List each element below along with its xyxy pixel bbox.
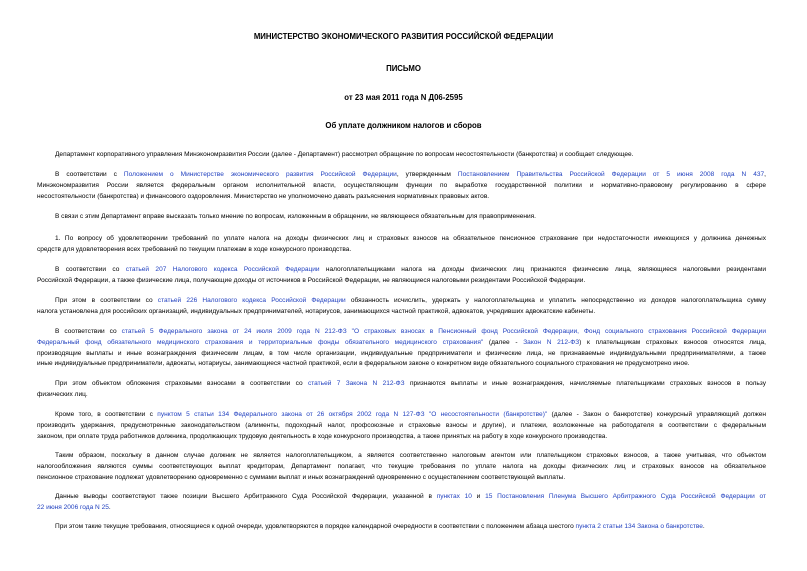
link-tax-code-article-226[interactable]: статьей 226 Налогового кодекса Российской Федерации bbox=[157, 297, 346, 304]
paragraph-4 bbox=[37, 234, 766, 256]
paragraph-text: При этом объектом обложения страховыми взносами в соответствии со bbox=[55, 380, 308, 387]
paragraph-text: , утвержденным bbox=[396, 171, 458, 178]
paragraph-12 bbox=[37, 522, 766, 533]
paragraph-10 bbox=[37, 451, 766, 483]
link-law-212-article-7[interactable]: статьей 7 Закона N 212-ФЗ bbox=[307, 380, 405, 387]
link-bankruptcy-law-article-134[interactable]: пунктом 5 статьи 134 Федерального закона от 26 октября 2002 года N 127-ФЗ "О несостоятельности (банкротстве)" bbox=[157, 411, 548, 418]
paragraph-text: При этом такие текущие требования, относящиеся к одной очереди, удовлетворяются в порядке календарной очередности в соответствии с положением абзаца шестого bbox=[55, 523, 576, 530]
paragraph-text: В соответствии со bbox=[55, 266, 126, 273]
ministry-heading: МИНИСТЕРСТВО ЭКОНОМИЧЕСКОГО РАЗВИТИЯ РОССИЙСКОЙ ФЕДЕРАЦИИ bbox=[253, 32, 554, 41]
paragraph-1 bbox=[37, 150, 766, 161]
paragraph-text: средств для удовлетворения всех требований по текущим платежам в ходе конкурсного производства. bbox=[37, 245, 352, 253]
paragraph-text: Данные выводы соответствуют также позиции Высшего Арбитражного Суда Российской Федерации, указанной в bbox=[55, 493, 437, 500]
paragraph-text: Департамент корпоративного управления Минэкономразвития России (далее - Департамент) рассмотрел обращение по вопросам несостоятельности (банкротства) и сообщает следующее. bbox=[55, 151, 634, 158]
paragraph-text: налогообложения являются суммы соответствующих выплат кредиторам, Департамент полагает, что текущие требования по уплате налога на доходы физических лиц и страховых взносов на обязательное bbox=[37, 462, 766, 470]
paragraph-text: . bbox=[108, 503, 111, 511]
paragraph-text: При этом в соответствии со bbox=[55, 297, 158, 304]
paragraph-2 bbox=[37, 170, 766, 202]
paragraph-text: Таким образом, поскольку в данном случае должник не является налогоплательщиком, а является соответственно налоговым агентом или плательщиком страховых взносов, а также учитывая, что объектом bbox=[55, 452, 766, 459]
paragraph-text: , bbox=[764, 171, 766, 178]
link-bankruptcy-law-article-134-point-2[interactable]: пункта 2 статьи 134 Закона о банкротстве bbox=[575, 523, 703, 530]
paragraph-text: В соответствии с bbox=[55, 171, 124, 178]
paragraph-text: В связи с этим Департамент вправе высказать только мнение по вопросам, изложенным в обращении, не являющееся обязательным для правоприменения. bbox=[55, 213, 536, 220]
link-regulation-ministry[interactable]: Положением о Министерстве экономического развития Российской Федерации bbox=[123, 171, 397, 178]
paragraph-text: 1. По вопросу об удовлетворении требований по уплате налога на доходы физических лиц и страховых взносов на обязательное пенсионное страхование при недостаточности имеющихся у должника денежных bbox=[55, 235, 766, 242]
link-law-212[interactable]: Закон N 212-ФЗ bbox=[523, 338, 580, 346]
link-federal-law-212-article-5-cont[interactable]: Федеральный фонд обязательного медицинского страхования и территориальные фонды обязательного медицинского страхования" bbox=[37, 338, 484, 346]
link-federal-law-212-article-5[interactable]: статьей 5 Федерального закона от 24 июля 2009 года N 212-ФЗ "О страховых взносах в Пенсионный фонд Российской Федерации, Фонд социального страхования Российской Федерации bbox=[121, 328, 766, 335]
paragraph-text: (далее - bbox=[483, 338, 524, 346]
paragraph-7 bbox=[37, 327, 766, 370]
link-government-resolution-437[interactable]: Постановлением Правительства Российской Федерации от 5 июня 2008 года N 437 bbox=[457, 171, 765, 178]
paragraph-text: иные индивидуальные предприниматели, адвокаты, нотариусы, занимающиеся частной практикой, если в федеральном законе о конкретном виде обязательного социального страхования не предусмотрено иное. bbox=[37, 360, 690, 368]
paragraph-text: несостоятельности (банкротства) и финансового оздоровления. Министерство не уполномочено давать разъяснения нормативных правовых актов. bbox=[37, 192, 490, 200]
paragraph-text: (далее - Закон о банкротстве) конкурсный управляющий должен bbox=[547, 411, 767, 418]
paragraph-text: обязанность исчислить, удержать у налогоплательщика и уплатить непосредственно из доходов налогоплательщика сумму bbox=[345, 297, 766, 304]
link-plenum-resolution-25[interactable]: 15 Постановления Пленума Высшего Арбитражного Суда Российской Федерации от bbox=[485, 493, 766, 500]
paragraph-text: пенсионное страхование подлежат удовлетворению одновременно с суммами выплат и иных вознаграждений одновременно с осуществлением соответствующей выплаты. bbox=[37, 473, 566, 481]
document-subject: Об уплате должником налогов и сборов bbox=[325, 121, 482, 130]
paragraph-text: Кроме того, в соответствии с bbox=[55, 411, 158, 418]
paragraph-text: законом, при оплате труда работников должника, продолжающих трудовую деятельность в ходе конкурсного производства, а также принятых на работу в ходе конкурсного производства. bbox=[37, 432, 608, 440]
paragraph-text: Российской Федерации, а также физические лица, получающие доходы от источников в Российской Федерации, не являющиеся налоговыми резидентами Российской Федерации. bbox=[37, 276, 586, 284]
paragraph-text: Минэкономразвития России является федеральным органом исполнительной власти, осуществляющим функции по выработке государственной политики и нормативно-правовому регулированию в сфере bbox=[37, 181, 766, 189]
paragraph-text: ) к плательщикам страховых взносов относятся лица, bbox=[579, 338, 766, 346]
paragraph-11 bbox=[37, 492, 766, 514]
paragraph-8 bbox=[37, 379, 766, 401]
paragraph-text: . bbox=[702, 523, 705, 530]
paragraph-text: В соответствии со bbox=[55, 328, 122, 335]
paragraph-text: производить удержания, предусмотренные законодательством (алименты, подоходный налог, профсоюзные и страховые взносы и другие), и платежи, возложенные на работодателя в соответствии с федеральным bbox=[37, 421, 766, 429]
paragraph-text: физических лиц. bbox=[37, 390, 88, 398]
paragraph-6 bbox=[37, 296, 766, 318]
link-tax-code-article-207[interactable]: статьей 207 Налогового кодекса Российской Федерации bbox=[125, 266, 320, 273]
document-type: ПИСЬМО bbox=[386, 64, 421, 73]
document-date-number: от 23 мая 2011 года N Д06-2595 bbox=[344, 93, 463, 102]
paragraph-text: налогоплательщиками налога на доходы физических лиц признаются физические лица, являющиеся налоговыми резидентами bbox=[319, 266, 766, 273]
paragraph-5 bbox=[37, 265, 766, 287]
paragraph-text: налога установлена для российских организаций, индивидуальных предпринимателей, нотариусов, занимающихся частной практикой, адвокатов, учредивших адвокатские кабинеты. bbox=[37, 307, 596, 315]
link-plenum-resolution-25-date[interactable]: 22 июня 2006 года N 25 bbox=[37, 503, 109, 511]
link-plenum-point-10[interactable]: пунктах 10 bbox=[436, 493, 472, 500]
paragraph-9 bbox=[37, 410, 766, 442]
paragraph-text: производящие выплаты и иные вознаграждения физическим лицам, в том числе организации, индивидуальные предприниматели и физические лица, не признаваемые индивидуальными предпринимателями, а также bbox=[37, 349, 766, 357]
paragraph-3 bbox=[37, 212, 766, 223]
paragraph-text: признаются выплаты и иные вознаграждения, начисляемые плательщиками страховых взносов в пользу bbox=[404, 380, 767, 387]
paragraph-text: и bbox=[471, 493, 486, 500]
